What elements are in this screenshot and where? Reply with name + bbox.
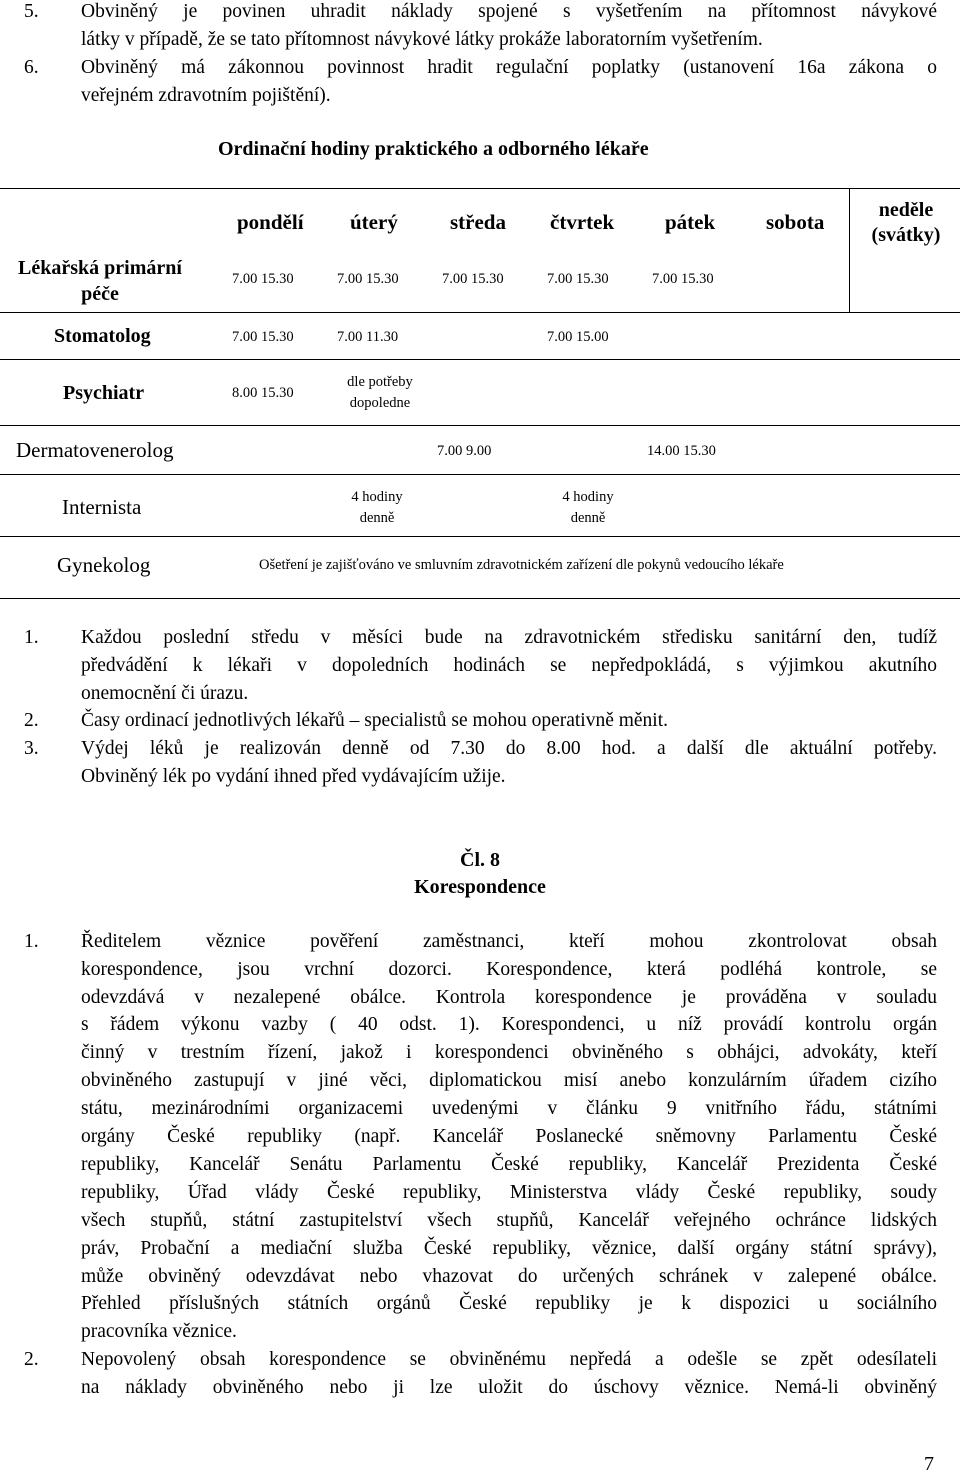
section-number: Čl. 8 xyxy=(460,849,500,871)
hours-cell: 7.00 9.00 xyxy=(437,443,492,459)
list-line: orgány České republiky (např. Kancelář Poslanecké sněmovny Parlamentu České xyxy=(81,1126,937,1147)
row-label-gynecologist: Gynekolog xyxy=(57,553,151,577)
page-number: 7 xyxy=(924,1453,934,1475)
list-line: korespondence, jsou vrchní dozorci. Korespondence, která podléhá kontrole, se xyxy=(81,959,937,980)
list-line: Časy ordinací jednotlivých lékařů – specialistů se mohou operativně měnit. xyxy=(81,710,669,731)
list-line: činný v trestním řízení, jakož i korespondenci obviněného s obhájci, advokáty, kteří xyxy=(81,1042,937,1063)
table-rule xyxy=(0,425,960,426)
list-number: 2. xyxy=(24,710,39,731)
list-line: na náklady obviněného nebo ji lze uložit do úschovy věznice. Nemá-li obviněný xyxy=(81,1377,937,1398)
hours-cell: 7.00 15.30 xyxy=(547,271,609,287)
hours-cell: denně xyxy=(359,510,395,526)
row-label-dentist: Stomatolog xyxy=(54,325,151,347)
gynecologist-note: Ošetření je zajišťováno ve smluvním zdravotnickém zařízení dle pokynů vedoucího lékaře xyxy=(259,557,784,573)
list-number: 1. xyxy=(24,627,39,648)
list-number: 5. xyxy=(24,1,39,22)
table-rule xyxy=(849,188,850,312)
row-label-internist: Internista xyxy=(62,495,142,519)
table-rule xyxy=(0,536,960,537)
table-rule xyxy=(0,598,960,599)
list-line: státu, mezinárodními organizacemi uvedenými v článku 9 vnitřního řádu, státními xyxy=(81,1098,937,1119)
list-line: Nepovolený obsah korespondence se obviněnému nepředá a odešle se zpět odesílateli xyxy=(81,1349,937,1370)
hours-cell: 14.00 15.30 xyxy=(647,443,716,459)
day-sunday-holidays: (svátky) xyxy=(871,224,941,246)
row-label-primary-care: péče xyxy=(81,283,119,305)
list-line: Ředitelem věznice pověření zaměstnanci, kteří mohou zkontrolovat obsah xyxy=(81,931,937,952)
table-rule xyxy=(0,359,960,360)
list-number: 3. xyxy=(24,738,39,759)
hours-cell: denně xyxy=(570,510,606,526)
table-rule xyxy=(0,312,960,313)
list-line: pracovníka věznice. xyxy=(81,1321,237,1342)
list-line: práv, Probační a mediační služba České republiky, věznice, další orgány státní správy), xyxy=(81,1238,937,1259)
list-line: republiky, Úřad vlády České republiky, Ministerstva vlády České republiky, soudy xyxy=(81,1182,937,1203)
list-line: Obviněný lék po vydání ihned před vydávajícím užije. xyxy=(81,766,506,787)
hours-cell: 4 hodiny xyxy=(351,489,403,505)
section-title: Korespondence xyxy=(414,876,546,898)
hours-cell: 7.00 15.30 xyxy=(232,329,294,345)
hours-cell: 7.00 11.30 xyxy=(337,329,399,345)
list-line: veřejném zdravotním pojištění). xyxy=(81,85,331,106)
list-line: onemocnění či úrazu. xyxy=(81,683,249,704)
list-number: 6. xyxy=(24,57,39,78)
list-line: předvádění k lékaři v dopoledních hodinách se nepředpokládá, s výjimkou akutního xyxy=(81,655,937,676)
list-line: může obviněný odevzdávat nebo vhazovat do určených schránek v zalepené obálce. xyxy=(81,1266,937,1287)
table-rule xyxy=(0,188,960,189)
day-sunday: neděle xyxy=(878,199,934,221)
hours-cell: dle potřeby xyxy=(347,374,413,390)
row-label-primary-care: Lékařská primární xyxy=(18,257,182,279)
list-number: 2. xyxy=(24,1349,39,1370)
list-number: 1. xyxy=(24,931,39,952)
hours-cell: 7.00 15.30 xyxy=(337,271,399,287)
hours-cell: 7.00 15.30 xyxy=(232,271,294,287)
table-title: Ordinační hodiny praktického a odborného lékaře xyxy=(218,138,649,160)
day-thursday: čtvrtek xyxy=(550,210,615,234)
hours-cell: 7.00 15.30 xyxy=(442,271,504,287)
hours-cell: dopoledne xyxy=(349,395,411,411)
day-monday: pondělí xyxy=(237,210,304,234)
row-label-dermatologist: Dermatovenerolog xyxy=(16,438,174,462)
list-line: obviněného zastupují v jiné věci, diplomatickou misí anebo konzulárním úřadem cizího xyxy=(81,1070,937,1091)
list-line: Obviněný je povinen uhradit náklady spojené s vyšetřením na přítomnost návykové xyxy=(81,1,937,22)
hours-cell: 4 hodiny xyxy=(562,489,614,505)
day-friday: pátek xyxy=(665,210,716,234)
list-line: Přehled příslušných státních orgánů České republiky je k dispozici u sociálního xyxy=(81,1293,937,1314)
list-line: s řádem výkonu vazby ( 40 odst. 1). Korespondenci, u níž provádí kontrolu orgán xyxy=(81,1014,937,1035)
list-line: Obviněný má zákonnou povinnost hradit regulační poplatky (ustanovení 16a zákona o xyxy=(81,57,937,78)
list-line: všech stupňů, státní zastupitelství všech stupňů, Kancelář veřejného ochránce lidských xyxy=(81,1210,937,1231)
hours-cell: 8.00 15.30 xyxy=(232,385,294,401)
day-wednesday: středa xyxy=(450,210,506,234)
list-line: látky v případě, že se tato přítomnost návykové látky prokáže laboratorním vyšetřením. xyxy=(81,29,763,50)
list-line: odevzdává v nezalepené obálce. Kontrola korespondence je prováděna v souladu xyxy=(81,987,937,1008)
row-label-psychiatrist: Psychiatr xyxy=(63,382,145,404)
hours-cell: 7.00 15.30 xyxy=(652,271,714,287)
list-line: Každou poslední středu v měsíci bude na zdravotnickém středisku sanitární den, tudíž xyxy=(81,627,937,648)
day-tuesday: úterý xyxy=(350,210,398,234)
list-line: republiky, Kancelář Senátu Parlamentu České republiky, Kancelář Prezidenta České xyxy=(81,1154,937,1175)
day-saturday: sobota xyxy=(766,210,825,234)
hours-cell: 7.00 15.00 xyxy=(547,329,609,345)
list-line: Výdej léků je realizován denně od 7.30 do 8.00 hod. a další dle aktuální potřeby. xyxy=(81,738,937,759)
table-rule xyxy=(0,474,960,475)
